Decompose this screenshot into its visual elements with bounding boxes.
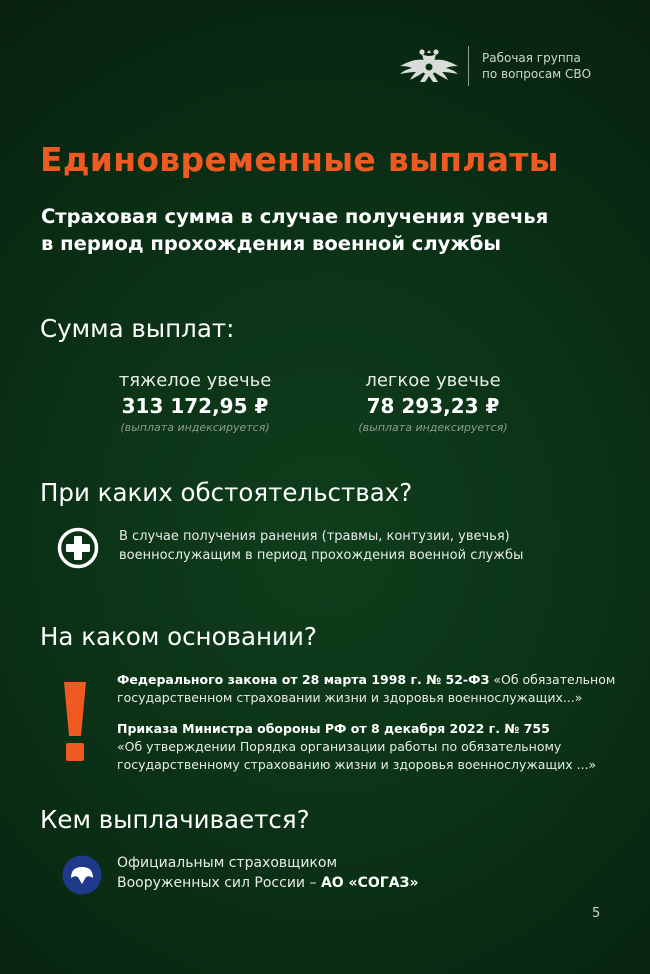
payment-severe xyxy=(80,370,310,435)
law1-title: Федерального закона от 28 марта 1998 г. № 52-ФЗ xyxy=(117,672,490,687)
law1-line2: государственном страховании жизни и здоровья военнослужащих...» xyxy=(117,690,583,705)
payer-text xyxy=(117,853,419,893)
page-number: 5 xyxy=(592,906,601,921)
circumstances-text xyxy=(119,527,523,565)
circumstances-heading: При каких обстоятельствах? xyxy=(40,478,413,507)
payer-company: АО «СОГАЗ» xyxy=(320,875,419,891)
payment-light-amount: 78 293,23 ₽ xyxy=(366,394,500,418)
basis-heading: На каком основании? xyxy=(40,622,317,651)
law1-rest: «Об обязательном xyxy=(489,672,616,687)
payer-line1: Официальным страховщиком xyxy=(117,855,338,871)
payment-light-note: (выплата индексируется) xyxy=(358,421,508,434)
basis-law-1 xyxy=(117,671,615,707)
header-divider xyxy=(468,46,469,86)
payer-heading: Кем выплачивается? xyxy=(40,805,310,834)
law2-line3: государственному страхованию жизни и здоровья военнослужащих ...» xyxy=(117,757,597,772)
payment-severe-note: (выплата индексируется) xyxy=(120,421,270,434)
law2-line2: «Об утверждении Порядка организации работы по обязательному xyxy=(117,739,562,754)
payments-heading: Сумма выплат: xyxy=(40,314,235,343)
subtitle-line2: в период прохождения военной службы xyxy=(41,232,501,255)
org-name xyxy=(482,50,591,82)
page-subtitle xyxy=(41,203,548,257)
payment-severe-amount: 313 172,95 ₽ xyxy=(121,394,269,418)
basis-law-2 xyxy=(117,720,596,774)
org-name-line2: по вопросам СВО xyxy=(482,67,592,81)
payment-light-label: легкое увечье xyxy=(365,370,501,391)
plus-circle-icon xyxy=(57,527,99,569)
double-headed-eagle-emblem-icon xyxy=(398,46,460,86)
circumstances-line1: В случае получения ранения (травмы, контузии, увечья) xyxy=(119,529,510,544)
payer-line2: Вооруженных сил России – xyxy=(117,875,321,891)
circumstances-line2: военнослужащим в период прохождения военной службы xyxy=(119,548,524,563)
sogaz-logo-icon xyxy=(62,855,102,895)
subtitle-line1: Страховая сумма в случае получения увечья xyxy=(41,205,549,228)
law2-title: Приказа Министра обороны РФ от 8 декабря 2022 г. № 755 xyxy=(117,721,550,736)
payment-light xyxy=(318,370,548,435)
page-title: Единовременные выплаты xyxy=(40,140,559,179)
org-name-line1: Рабочая группа xyxy=(482,51,581,65)
payment-severe-label: тяжелое увечье xyxy=(118,370,272,391)
exclamation-icon xyxy=(60,680,90,762)
